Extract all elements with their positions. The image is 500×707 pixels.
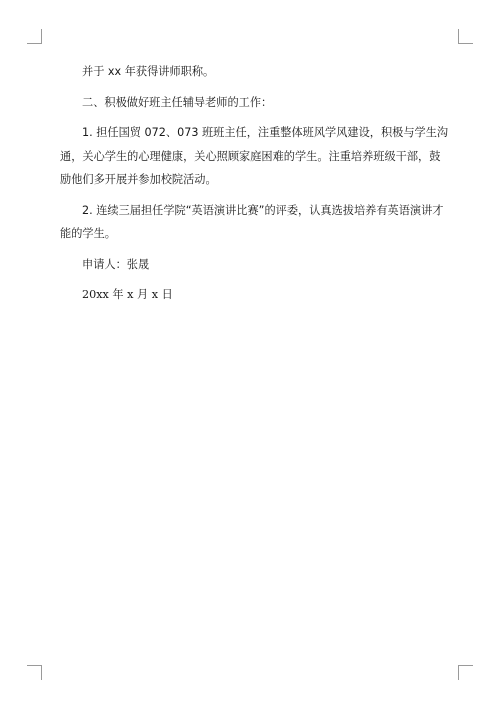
crop-mark-bottom-left <box>27 665 42 680</box>
signature-line: 申请人：张晟 <box>82 257 150 271</box>
document-body <box>60 60 450 314</box>
paragraph-item-2: 2. 连续三届担任学院“英语演讲比赛”的评委，认真选拔培养有英语演讲才能的学生。 <box>60 203 444 240</box>
date-line: 20xx 年 x 月 x 日 <box>82 288 173 301</box>
paragraph-title-continuation: 并于 xx 年获得讲师职称。 <box>82 65 215 78</box>
crop-mark-top-left <box>27 29 42 44</box>
section-heading: 二、积极做好班主任辅导老师的工作： <box>82 95 273 109</box>
crop-mark-bottom-right <box>458 665 473 680</box>
crop-mark-top-right <box>458 29 473 44</box>
paragraph-item-1: 1. 担任国贸 072、073 班班主任，注重整体班风学风建设，积极与学生沟通，关心学生的心理健康，关心照顾家庭困难的学生。注重培养班级干部，鼓励他们多开展并参加校院活动。 <box>60 126 449 186</box>
